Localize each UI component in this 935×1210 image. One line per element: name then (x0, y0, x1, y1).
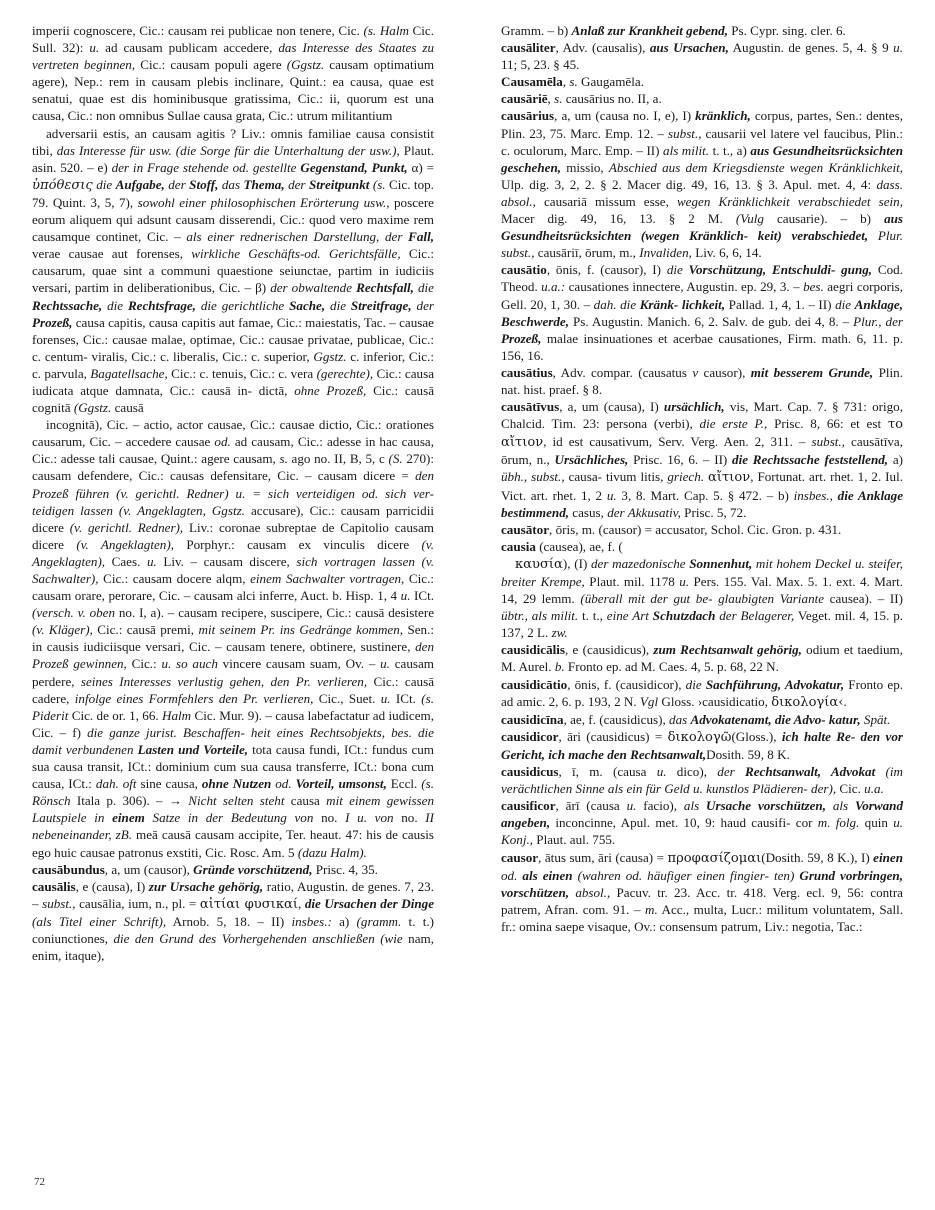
entry-causidicalis (501, 641, 903, 675)
entry-causamela (501, 73, 903, 90)
entry-causatio (501, 261, 903, 364)
entry-causidicatio (501, 676, 903, 711)
entry-text: causātor, ōris, m. (causor) = accusator, Schol. Cic. Gron. p. 431. (501, 521, 842, 537)
entry-text: causidicātio, ōnis, f. (causidicor), die Sachführung, Advokatur, Fronto ep. ad amic. 2, 6. p. 193, 2 N. Vgl Gloss. ›causidicatio, δικολογία‹. (501, 676, 904, 710)
entry-text: causāliter, Adv. (causalis), aus Ursachen, Augustin. de genes. 5, 4. § 9 u. 11; 5, 23. § 45. (501, 40, 903, 73)
entry-causidicor (501, 728, 903, 763)
entry-causabundus (32, 861, 434, 878)
entry-causarie (501, 90, 903, 107)
page-number: 72 (34, 1176, 45, 1188)
entry-causa-continued-3 (32, 416, 434, 860)
left-text-column (32, 22, 434, 964)
entry-causa-continued-2 (32, 125, 434, 417)
entry-text: causidicus, ī, m. (causa u. dico), der Rechtsanwalt, Advokat (im verächtlichen Sinne als ein für Geld u. kunstlos Plädieren- der), Cic. u.a. (501, 764, 903, 797)
entry-text: causābundus, a, um (causor), Gründe vorschützend, Prisc. 4, 35. (32, 861, 378, 877)
entry-text: causidicālis, e (causidicus), zum Rechtsanwalt gehörig, odium et taedium, M. Aurel. b. Fronto ep. ad M. Caes. 4, 5. p. 68, 22 N. (501, 642, 904, 675)
entry-causatius (501, 364, 903, 398)
entry-text: causārius, a, um (causa no. I, e), I) kränklich, corpus, partes, Sen.: dentes, Plin. 23, 75. Marc. Emp. 12. – subst., causarii vel latere vel faucibus, Plin.: c. oculorum, Marc. Emp. – II) als milit. t. t., a) aus Gesundheitsrücksichten geschehen, missio, Abschied aus dem Kriegsdienste wegen Kränklichkeit, Ulp. dig. 3, 2, 2. § 2. Macer dig. 49, 16, 13. § 3. Apul. met. 4, 4: dass. absol., causariā missum esse, wegen Kränklichkeit verabschiedet sein, Macer dig. 49, 16, 13. § 2 M. (Vulg causarie). – b) aus Gesundheitsrücksichten (wegen Kränklich- keit) verabschiedet, Plur. subst., causāriī, ōrum, m., Invaliden, Liv. 6, 6, 14. (501, 108, 903, 261)
entry-text: causātio, ōnis, f. (causor), I) die Vorschützung, Entschuldi- gung, Cod. Theod. u.a.: causationes innectere, Augustin. ep. 29, 3. – bes. aegri corporis, Gell. 20, 1, 30. – dah. die Kränk- lichkeit, Pallad. 1, 4, 1. – II) die Anklage, Beschwerde, Ps. Augustin. Manich. 6, 2. Salv. de gub. dei 4, 8. – Plur., der Prozeß, malae insinuationes et acerbae causationes, Firm. math. 6, 11. p. 156, 16. (501, 262, 904, 363)
entry-text: Gramm. – b) Anlaß zur Krankheit gebend, Ps. Cypr. sing. cler. 6. (501, 23, 846, 38)
entry-causidicus (501, 763, 903, 797)
entry-causalis-continued (501, 22, 903, 39)
entry-causalis (32, 878, 434, 964)
entry-causidicina (501, 711, 903, 728)
entry-causificor (501, 797, 903, 848)
entry-text: causificor, ārī (causa u. facio), als Ursache vorschützen, als Vorwand angeben, inconcinne, Apul. met. 10, 9: haud causifi- cor m. folg. quin u. Konj., Plaut. aul. 755. (501, 798, 904, 848)
entry-text: adversarii estis, an causam agitis ? Liv.: omnis familiae causa consistit tibi, das Interesse für usw. (die Sorge für die Unterhaltung der usw.), Plaut. asin. 520. – e) der in Frage stehende od. gestellte Gegenstand, Punkt, α) = ὑπόθεσις die Aufgabe, der Stoff, das Thema, der Streitpunkt (s. Cic. top. 79. Quint. 3, 5, 7), sowohl einer philosophischen Erörterung usw., poscere eorum aliquem qui adsunt causam disserendi, Cic.: quod vero maxime rem causamque continet, Cic. – als einer rednerischen Darstellung, der Fall, verae causae aut forenses, wirkliche Geschäfts-od. Gerichtsfälle, Cic.: causarum, quae sint a communi quaestione seiunctae, partim in iudiciis versari, partim in deliberationibus, Cic. – β) der obwaltende Rechtsfall, die Rechtssache, die Rechtsfrage, die gerichtliche Sache, die Streitfrage, der Prozeß, causa capitis, causa capitis aut famae, Cic.: maiestatis, Tac. – causae forenses, Cic.: causae malae, optimae, Cic.: causae privatae, publicae, Cic.: c. centum- viralis, Cic.: c. liberalis, Cic.: c. superior, Ggstz. c. inferior, Cic.: c. parvula, Bagatellsache, Cic.: c. tenuis, Cic.: c. vera (gerechte), Cic.: causa iudicata atque damnata, Cic.: causā in- dictā, ohne Prozeß, Cic.: causā cognitā (Ggstz. causā (32, 125, 435, 416)
entry-text: causātius, Adv. compar. (causatus v causor), mit besserem Grunde, Plin. nat. hist. praef. § 8. (501, 364, 903, 397)
entry-text: causidicīna, ae, f. (causidicus), das Advokatenamt, die Advo- katur, Spät. (501, 711, 891, 727)
entry-text: καυσία), (I) der mazedonische Sonnenhut, mit hohem Deckel u. steifer, breiter Krempe, Plaut. mil. 1178 u. Pers. 155. Val. Max. 5. 1. ext. 4. Mart. 14, 29 lemm. (überall mit der gut be- glaubigten Variante causea). – II) übtr., als milit. t. t., eine Art Schutzdach der Belagerer, Veget. mil. 4, 15. p. 137, 2 L. zw. (501, 555, 904, 641)
entry-text: causia (causea), ae, f. ( (501, 538, 623, 554)
entry-causator (501, 521, 903, 538)
entry-text: Causamēla, s. Gaugamēla. (501, 74, 644, 90)
entry-text: causor, ātus sum, āri (causa) = προφασίζομαι(Dosith. 59, 8 K.), I) einen od. als einen (wahren od. häufiger einen fingier- ten) Grund vorbringen, vorschützen, absol., Pacuv. tr. 23. Acc. tr. 418. Verg. ecl. 9, 56: contra patrem, Afran. com. 91. – m. Acc., multa, Lucr.: militum voluntatem, Sall. fr.: omina saepe visaque, Ov.: consensum patrum, Liv.: negotia, Tac.: (501, 849, 903, 934)
entry-text: causidicor, āri (causidicus) = δικολογῶ(Gloss.), ich halte Re- den vor Gericht, ich mache den Rechtsanwalt,Dosith. 59, 8 K. (501, 728, 904, 762)
entry-causarius (501, 107, 903, 261)
entry-text: incognitā), Cic. – actio, actor causae, Cic.: causae dictio, Cic.: orationes causarum, Cic. – accedere causae od. ad causam, Cic.: adesse in hac causa, Cic.: adesse tali causae, Quint.: agere causam, s. ago no. II, B, 5, c (S. 270): causam defendere, Cic.: causas defensitare, Cic. – causam dicere = den Prozeß führen (v. gerichtl. Redner) u. = sich verteidigen od. sich ver- teidigen lassen (v. Angeklagten, Ggstz. accusare), Cic.: causam parricidii dicere (v. gerichtl. Redner), Liv.: coronae subreptae de Capitolio causam dicere (v. Angeklagten), Porphyr.: causam ex vinculis dicere (v. Angeklagten), Caes. u. Liv. – causam discere, sich vortragen lassen (v. Sachwalter), Cic.: causam docere alqm, einem Sachwalter vortragen, Cic.: causam orare, perorare, Cic. – causam alci inferre, Auct. b. Hisp. 1, 4 u. ICt. (versch. v. oben no. I, a). – causam recipere, suscipere, Cic.: causā desistere (v. Kläger), Cic.: causā premi, mit seinem Pr. ins Gedränge kommen, Sen.: in causis iudiciisque versari, Cic. – causam tenere, obtinere, sustinere, den Prozeß gewinnen, Cic.: u. so auch vincere causam suam, Ov. – u. causam perdere, seines Interesses verlustig gehen, den Pr. verlieren, Cic.: causā cadere, infolge eines Formfehlers den Pr. verlieren, Cic., Suet. u. ICt. (s. Piderit Cic. de or. 1, 66. Halm Cic. Mur. 9). – causa labefactatur ad iudicem, Cic. – f) die ganze jurist. Beschaffen- heit eines Rechtsobjekts, bes. die damit verbundenen Lasten und Vorteile, tota causa fundi, ICt.: fundus cum sua causa transit, ICt.: dominium cum sua causa transferre, ICt.: bona cum causa, ICt.: dah. oft sine causa, ohne Nutzen od. Vorteil, umsonst, Eccl. (s. Rönsch Itala p. 306). – → Nicht selten steht causa mit einem gewissen Lautspiele in einem Satze in der Bedeutung von no. I u. von no. II nebeneinander, zB. meā causā causam accipite, Ter. heaut. 47: his de causis ego huic causae patronus exstiti, Cic. Rosc. Am. 5 (dazu Halm). (32, 417, 435, 860)
two-column-layout (32, 22, 903, 1162)
entry-text: causāriē, s. causārius no. II, a. (501, 91, 662, 107)
entry-causor (501, 849, 903, 935)
entry-text: causātīvus, a, um (causa), I) ursächlich, vis, Mart. Cap. 7. § 731: origo, Chalcid. Tim. 23: persona (verbi), die erste P., Prisc. 8, 66: et est τo αἴτιον, id est causativum, Serv. Verg. Aen. 2, 311. – subst., causātīva, ōrum, n., Ursächliches, Prisc. 16, 6. – II) die Rechtssache feststellend, a) übh., subst., causa- tivum litis, griech. αἴτιον, Fortunat. art. rhet. 1, 2. Iul. Vict. art. rhet. 1, 2 u. 3, 8. Mart. Cap. 5. § 472. – b) insbes., die Anklage bestimmend, casus, der Akkusativ, Prisc. 5, 72. (501, 399, 904, 520)
right-text-column (501, 22, 903, 935)
entry-causia-continued (501, 555, 903, 641)
entry-causativus (501, 398, 903, 521)
entry-text: imperii cognoscere, Cic.: causam rei publicae non tenere, Cic. (s. Halm Cic. Sull. 32): u. ad causam publicam accedere, das Interesse des Staates zu vertreten beginnen, Cic.: causam populi agere (Ggstz. causam optimatium agere), Nep.: rem in causam plebis inclinare, Quint.: ea causa, quae est senatui, quae est dis hominibusque gratissima, Cic.: ii, quorum est una causa, Cic.: non omnibus Sullae causa grata, Cic.: utrum militantium (32, 23, 435, 124)
entry-causa-continued-1 (32, 22, 434, 125)
entry-causaliter (501, 39, 903, 73)
entry-causia (501, 538, 903, 555)
entry-text: causālis, e (causa), I) zur Ursache gehörig, ratio, Augustin. de genes. 7, 23. – subst., causālia, ium, n., pl. = αἰτίαι φυσικαί, die Ursachen der Dinge (als Titel einer Schrift), Arnob. 5, 18. – II) insbes.: a) (gramm. t. t.) coniunctiones, die den Grund des Vorhergehenden anschließen (wie nam, enim, itaque), (32, 878, 435, 964)
